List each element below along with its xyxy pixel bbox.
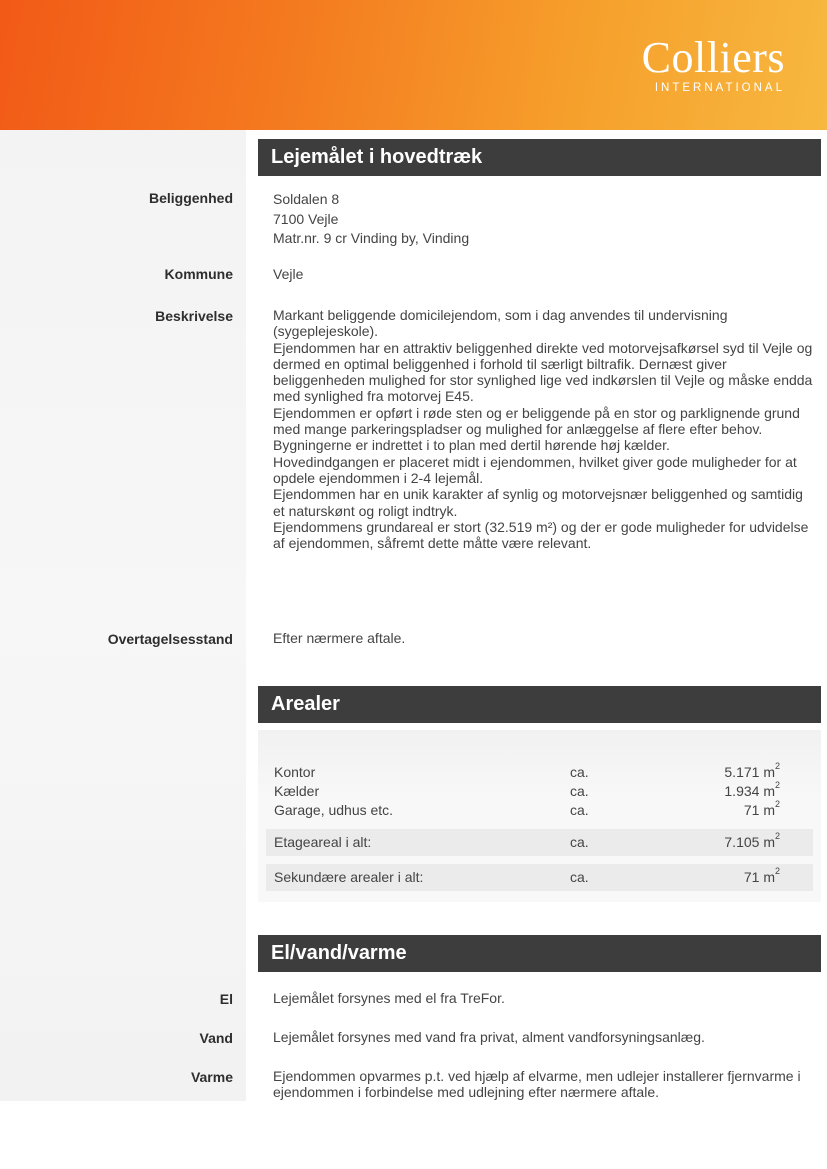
label-el: El [219,991,233,1007]
area-approx: ca. [570,783,589,799]
total-area-row [266,829,813,856]
section-title-overview: Lejemålet i hovedtræk [258,139,821,176]
description-paragraph: Ejendommens grundareal er stort (32.519 m²) og der er gode muligheder for udvidelse af ejendommen, såfremt dette måtte være relevant. [273,518,809,552]
total-area-value: 7.105 $m^2$ [724,831,780,850]
total-area-approx: ca. [570,834,589,850]
section-title-areas: Arealer [258,686,821,723]
address-city: 7100 Vejle [273,210,339,227]
label-heat: Varme [190,1069,233,1085]
secondary-area-approx: ca. [570,869,589,885]
colliers-logo [641,33,785,94]
el-value: Lejemålet forsynes med el fra TreFor. [273,990,505,1006]
description-paragraph: Ejendommen har en attraktiv beliggenhed direkte ved motorvejsafkørsel syd til Vejle og dermed en optimal beliggenhed i forhold til særligt biltrafik. Dernæst giver beliggenheden mulighed for stor synlighed lige ved indkørslen til Vejle og måske endda med synlighed fra motorvej E45. [273,339,813,405]
area-approx: ca. [570,802,589,818]
heat-value: Ejendommen opvarmes p.t. ved hjælp af elvarme, men udlejer installerer fjernvarme i ejendommen i forbindelse med udlejning efter nærmere aftale. [273,1068,801,1101]
description-block [273,307,813,551]
area-row [274,799,804,819]
cadastral-number: Matr.nr. 9 cr Vinding by, Vinding [273,230,470,246]
area-value: 71 $m^2$ [743,799,780,818]
area-row [274,780,804,800]
municipality-value: Vejle [273,266,304,282]
label-description: Beskrivelse [155,308,233,324]
secondary-area-content [274,866,804,886]
areas-table [258,730,821,902]
takeover-value: Efter nærmere aftale. [273,630,406,646]
water-value: Lejemålet forsynes med vand fra privat, alment vandforsyningsanlæg. [273,1029,705,1045]
area-approx: ca. [570,764,589,780]
secondary-area-value: 71 $m^2$ [743,866,780,885]
description-paragraph: Hovedindgangen er placeret midt i ejendommen, hvilket giver gode muligheder for at opdele ejendommen i 2-4 lejemål. [273,453,797,486]
location-block [273,190,813,249]
description-paragraph: Bygningerne er indrettet i to plan med dertil hørende høj kælder. [273,437,670,454]
area-name: Kælder [274,783,320,799]
label-location: Beliggenhed [148,190,233,206]
address-street: Soldalen 8 [273,191,340,207]
section-title-utilities: El/vand/varme [258,935,821,972]
area-name: Garage, udhus etc. [274,802,394,818]
area-row [274,761,804,781]
description-paragraph: Markant beliggende domicilejendom, som i dag anvendes til undervisning (sygeplejeskole). [273,307,728,340]
description-paragraph: Ejendommen har en unik karakter af synlig og motorvejsnær beliggenhed og samtidig et naturskønt og roligt indtryk. [273,486,803,519]
description-paragraph: Ejendommen er opført i røde sten og er beliggende på en stor og parklignende grund med mange parkeringspladser og mulighed for anlæggelse af flere efter behov. [273,404,800,438]
label-water: Vand [199,1030,233,1046]
logo-subtitle: INTERNATIONAL [654,82,785,94]
secondary-area-name: Sekundære arealer i alt: [274,869,424,885]
header-banner [0,0,827,130]
area-name: Kontor [274,764,316,780]
label-takeover: Overtagelsesstand [107,631,233,647]
logo-name: Colliers [641,33,785,82]
total-area-name: Etageareal i alt: [274,834,372,850]
total-area-content [274,831,804,851]
label-municipality: Kommune [164,266,233,282]
secondary-area-row [266,864,813,891]
area-value: 5.171 $m^2$ [724,761,780,780]
area-value: 1.934 $m^2$ [724,780,780,799]
